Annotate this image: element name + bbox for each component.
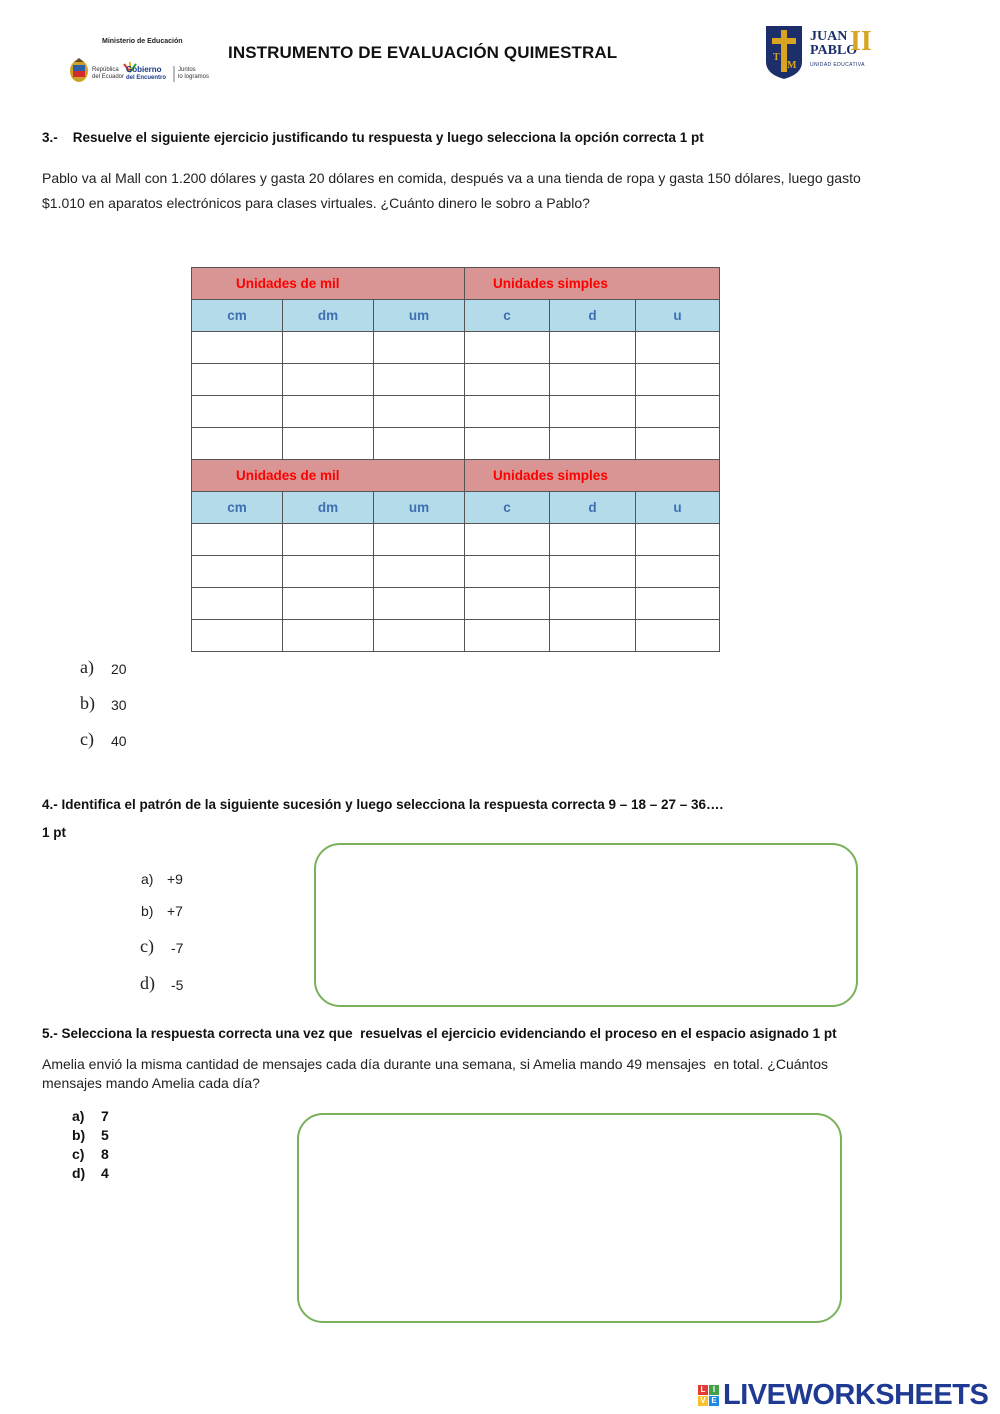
answer-cell[interactable] [550, 524, 636, 556]
option-letter: a) [72, 1108, 85, 1124]
option-value: -7 [171, 940, 184, 956]
svg-text:T: T [773, 52, 780, 63]
answer-cell[interactable] [636, 364, 720, 396]
col-header-d: d [550, 300, 636, 332]
answer-cell[interactable] [192, 396, 283, 428]
answer-cell[interactable] [465, 396, 550, 428]
question-3-title: 3.- Resuelve el siguiente ejercicio justificando tu respuesta y luego selecciona la opción correcta 1 pt [42, 130, 704, 145]
col-header-u: u [636, 300, 720, 332]
col-header-dm: dm [283, 492, 374, 524]
table-row [192, 364, 720, 396]
option-letter: b) [80, 693, 95, 713]
question-3-text-line2: $1.010 en aparatos electrónicos para clases virtuales. ¿Cuánto dinero le sobro a Pablo? [42, 195, 590, 211]
gov-slogan-2: lo logramos [178, 74, 210, 80]
answer-cell[interactable] [374, 332, 465, 364]
q5-option-b[interactable] [72, 1127, 109, 1145]
question-3-text-line1: Pablo va al Mall con 1.200 dólares y gasta 20 dólares en comida, después va a una tienda de ropa y gasta 150 dólares, luego gasto [42, 170, 861, 186]
badge-letter: V [698, 1396, 708, 1406]
option-value: 40 [111, 733, 127, 749]
answer-cell[interactable] [550, 620, 636, 652]
answer-cell[interactable] [636, 620, 720, 652]
option-letter: c) [80, 729, 94, 749]
answer-cell[interactable] [636, 524, 720, 556]
liveworksheets-footer [698, 1378, 994, 1412]
answer-cell[interactable] [192, 620, 283, 652]
answer-cell[interactable] [465, 620, 550, 652]
page-title: INSTRUMENTO DE EVALUACIÓN QUIMESTRAL [228, 43, 618, 62]
option-value: 8 [101, 1146, 109, 1162]
option-value: +7 [167, 903, 183, 919]
option-letter: a) [80, 657, 94, 677]
answer-cell[interactable] [636, 396, 720, 428]
option-value: +9 [167, 871, 183, 887]
option-value: 7 [101, 1108, 109, 1124]
option-value: 5 [101, 1127, 109, 1143]
answer-cell[interactable] [374, 364, 465, 396]
q4-option-c[interactable] [140, 936, 184, 957]
answer-cell[interactable] [283, 556, 374, 588]
answer-cell[interactable] [465, 588, 550, 620]
group-header-units: Unidades simples [465, 460, 720, 492]
gov-brand-sub: del Encuentro [126, 75, 167, 81]
option-value: 30 [111, 697, 127, 713]
answer-cell[interactable] [374, 396, 465, 428]
answer-cell[interactable] [550, 588, 636, 620]
answer-cell[interactable] [465, 524, 550, 556]
answer-cell[interactable] [550, 364, 636, 396]
q3-option-a[interactable] [80, 657, 127, 678]
q5-answer-box[interactable] [297, 1113, 842, 1323]
question-5-title: 5.- Selecciona la respuesta correcta una vez que resuelvas el ejercicio evidenciando el proceso en el espacio asignado 1 pt [42, 1026, 837, 1041]
svg-text:M: M [787, 60, 797, 71]
answer-cell[interactable] [192, 364, 283, 396]
school-name-line2: PABLO [810, 43, 858, 58]
answer-cell[interactable] [283, 428, 374, 460]
answer-cell[interactable] [636, 556, 720, 588]
q4-option-a[interactable] [141, 871, 183, 889]
option-value: -5 [171, 977, 184, 993]
answer-cell[interactable] [636, 588, 720, 620]
answer-cell[interactable] [550, 556, 636, 588]
answer-cell[interactable] [192, 556, 283, 588]
answer-cell[interactable] [283, 364, 374, 396]
option-letter: b) [72, 1127, 86, 1143]
answer-cell[interactable] [192, 332, 283, 364]
option-letter: b) [141, 903, 154, 919]
answer-cell[interactable] [550, 332, 636, 364]
answer-cell[interactable] [636, 428, 720, 460]
government-logo: República del Ecuador Gobierno del Encuentro Juntos lo logramos [68, 56, 218, 88]
q3-option-c[interactable] [80, 729, 127, 750]
table-row [192, 332, 720, 364]
school-logo [764, 24, 876, 80]
col-header-dm: dm [283, 300, 374, 332]
answer-cell[interactable] [192, 588, 283, 620]
col-header-u: u [636, 492, 720, 524]
col-header-d: d [550, 492, 636, 524]
answer-cell[interactable] [283, 396, 374, 428]
gov-slogan-1: Juntos [178, 67, 196, 73]
answer-cell[interactable] [374, 588, 465, 620]
q5-option-a[interactable] [72, 1108, 109, 1126]
question-5-text-line2: mensajes mando Amelia cada día? [42, 1075, 260, 1091]
col-header-c: c [465, 300, 550, 332]
answer-cell[interactable] [465, 556, 550, 588]
answer-cell[interactable] [283, 588, 374, 620]
school-name-line1: JUAN [810, 29, 848, 44]
col-header-cm: cm [192, 492, 283, 524]
col-header-um: um [374, 492, 465, 524]
place-value-table-1 [191, 267, 720, 652]
question-4-title: 4.- Identifica el patrón de la siguiente sucesión y luego selecciona la respuesta correcta 9 – 18 – 27 – 36…. [42, 797, 724, 812]
q5-option-c[interactable] [72, 1146, 109, 1164]
group-header-thousands: Unidades de mil [192, 268, 465, 300]
badge-letter: L [698, 1385, 708, 1395]
table-row [192, 588, 720, 620]
question-4-points: 1 pt [42, 825, 67, 840]
ministry-label: Ministerio de Educación [102, 38, 183, 45]
table-row [192, 428, 720, 460]
liveworksheets-badge-icon [698, 1385, 719, 1406]
answer-cell[interactable] [192, 524, 283, 556]
answer-cell[interactable] [465, 364, 550, 396]
option-letter: c) [140, 936, 154, 956]
option-letter: d) [140, 973, 155, 993]
answer-cell[interactable] [283, 620, 374, 652]
answer-cell[interactable] [374, 524, 465, 556]
answer-cell[interactable] [374, 428, 465, 460]
col-header-c: c [465, 492, 550, 524]
option-value: 4 [101, 1165, 109, 1181]
question-5-text-line1: Amelia envió la misma cantidad de mensajes cada día durante una semana, si Amelia mando 49 mensajes en total. ¿Cuántos [42, 1056, 828, 1072]
school-shield-icon [764, 24, 804, 80]
school-subtitle: UNIDAD EDUCATIVA [810, 62, 865, 68]
gov-brand: Gobierno [126, 65, 162, 74]
answer-cell[interactable] [283, 332, 374, 364]
answer-cell[interactable] [283, 524, 374, 556]
table-row [192, 524, 720, 556]
col-header-um: um [374, 300, 465, 332]
answer-cell[interactable] [374, 556, 465, 588]
table-row [192, 396, 720, 428]
answer-cell[interactable] [636, 332, 720, 364]
answer-cell[interactable] [550, 428, 636, 460]
group-header-thousands: Unidades de mil [192, 460, 465, 492]
answer-cell[interactable] [465, 428, 550, 460]
badge-letter: E [709, 1396, 719, 1406]
answer-cell[interactable] [374, 620, 465, 652]
q4-option-b[interactable] [141, 903, 183, 921]
table-row [192, 620, 720, 652]
option-letter: d) [72, 1165, 86, 1181]
table-row [192, 556, 720, 588]
option-letter: a) [141, 871, 154, 887]
option-letter: c) [72, 1146, 85, 1162]
school-numeral: II [850, 26, 872, 57]
answer-cell[interactable] [550, 396, 636, 428]
answer-cell[interactable] [192, 428, 283, 460]
q3-option-b[interactable] [80, 693, 127, 714]
q4-option-d[interactable] [140, 973, 184, 994]
liveworksheets-brand: LIVEWORKSHEETS [723, 1378, 989, 1411]
badge-letter: I [709, 1385, 719, 1395]
option-value: 20 [111, 661, 127, 677]
q5-option-d[interactable] [72, 1165, 109, 1183]
group-header-units: Unidades simples [465, 268, 720, 300]
answer-cell[interactable] [465, 332, 550, 364]
q4-answer-box[interactable] [314, 843, 858, 1007]
col-header-cm: cm [192, 300, 283, 332]
